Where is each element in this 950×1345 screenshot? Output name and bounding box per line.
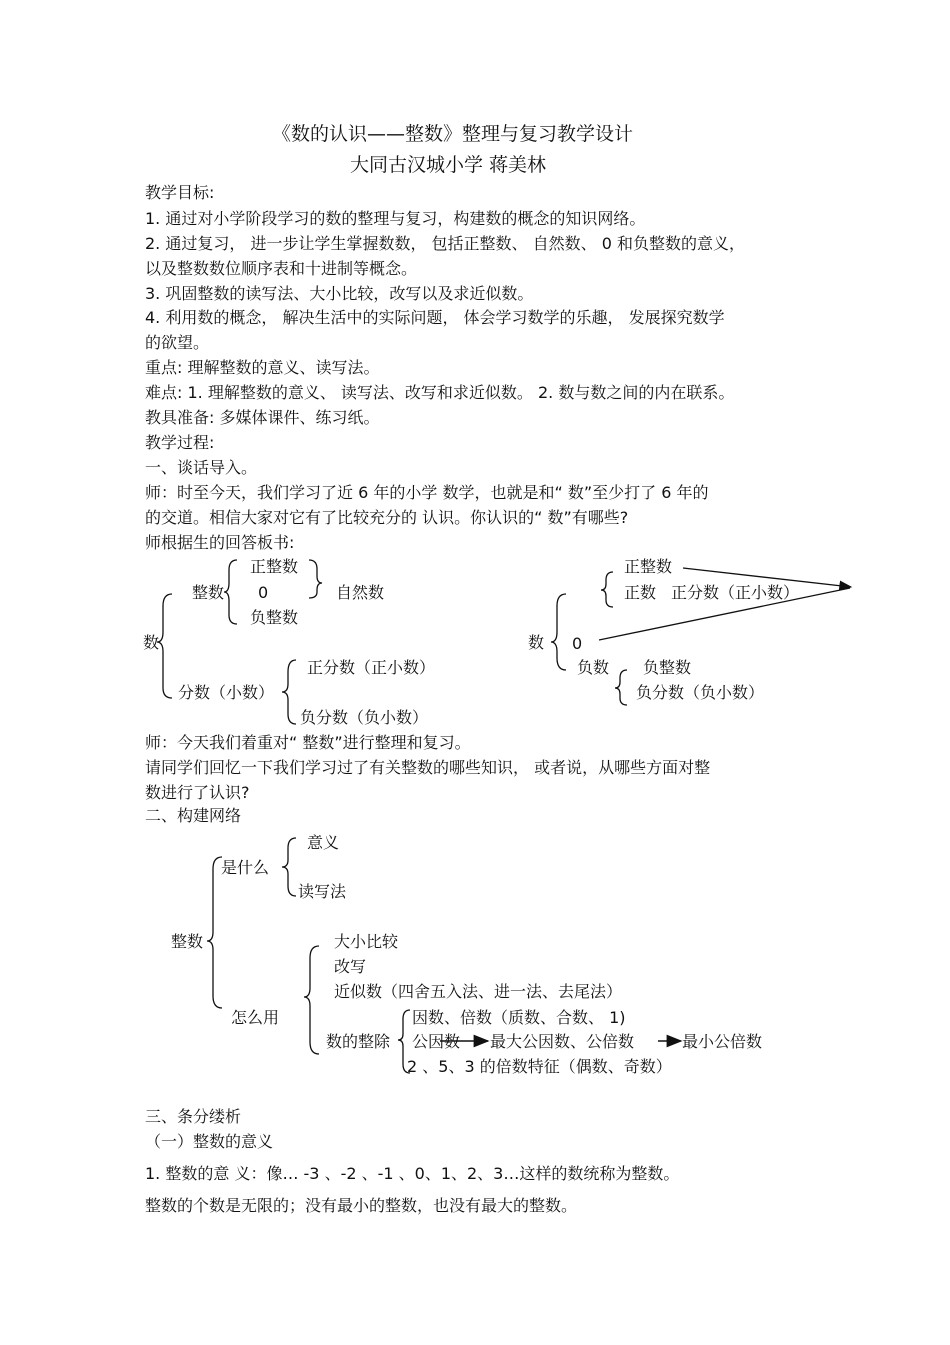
d1-brace-natural [309, 560, 322, 598]
section-heading: 三、条分缕析 [145, 1107, 242, 1126]
d3-meaning: 意义 [307, 833, 340, 852]
d2-negative: 负数 [577, 658, 610, 677]
objective-line: 2. 通过复习， 进一步让学生掌握数数， 包括正整数、 自然数、 0 和负整数的意义， [145, 234, 745, 253]
teacher-line: 的交道。相信大家对它有了比较充分的 认识。你认识的“ 数”有哪些? [145, 508, 629, 527]
d1-positive-frac: 正分数（正小数） [307, 658, 436, 677]
subsection-heading: （一）整数的意义 [145, 1132, 274, 1151]
teacher-line: 师：时至今天，我们学习了近 6 年的小学 数学，也就是和“ 数”至少打了 6 年的 [145, 483, 709, 502]
d1-zero: 0 [258, 583, 269, 602]
d3-min-common-multiple: 最小公倍数 [682, 1032, 763, 1051]
d3-rewrite: 改写 [334, 957, 367, 976]
d1-negative-frac: 负分数（负小数） [300, 708, 429, 727]
d3-approx: 近似数（四舍五入法、进一法、去尾法） [334, 982, 623, 1001]
d1-brace-fraction [282, 660, 296, 724]
d1-natural: 自然数 [336, 583, 385, 602]
d2-root: 数 [528, 633, 545, 652]
d1-root: 数 [143, 633, 160, 652]
d1-positive-int: 正整数 [250, 557, 299, 576]
question-line: 数进行了认识? [145, 783, 250, 802]
d3-common-factor: 公因数 [412, 1032, 461, 1051]
d3-max-common-factor: 最大公因数、公倍数 [490, 1032, 635, 1051]
process-heading: 教学过程: [145, 433, 215, 452]
d2-positive-int: 正整数 [624, 557, 673, 576]
d1-fraction: 分数（小数） [178, 683, 275, 702]
section-heading: 一、谈话导入。 [145, 458, 258, 477]
objective-line: 1. 通过对小学阶段学习的数的整理与复习，构建数的概念的知识网络。 [145, 209, 646, 228]
d1-brace-integer [224, 560, 237, 624]
d2-brace-negative [615, 670, 627, 705]
section-heading: 二、构建网络 [145, 806, 242, 825]
teaching-tools: 教具准备: 多媒体课件、练习纸。 [145, 408, 380, 427]
d3-brace-how [304, 946, 319, 1054]
d2-negative-int: 负整数 [643, 658, 692, 677]
d2-zero: 0 [572, 634, 583, 653]
document-title: 《数的认识——整数》整理与复习教学设计 [272, 123, 634, 145]
d3-read-write: 读写法 [298, 882, 347, 901]
d3-how: 怎么用 [231, 1008, 280, 1027]
d1-integer: 整数 [192, 583, 225, 602]
infinite-line: 整数的个数是无限的；没有最小的整数，也没有最大的整数。 [145, 1196, 578, 1215]
d3-features: 2 、5、3 的倍数特征（偶数、奇数） [407, 1057, 672, 1076]
d1-negative-int: 负整数 [250, 608, 299, 627]
objective-line: 4. 利用数的概念， 解决生活中的实际问题， 体会学习数学的乐趣， 发展探究数学 [145, 308, 725, 327]
meaning-line: 1. 整数的意 义：像… -3 、-2 、-1 、0、1、2、3…这样的数统称为整数。 [145, 1164, 680, 1183]
board-intro: 师根据生的回答板书: [145, 533, 295, 552]
key-point: 重点: 理解整数的意义、读写法。 [145, 358, 380, 377]
objective-line: 3. 巩固整数的读写法、大小比较，改写以及求近似数。 [145, 284, 534, 303]
d3-factors: 因数、倍数（质数、合数、 1) [412, 1008, 626, 1027]
objectives-heading: 教学目标: [145, 183, 215, 202]
d2-negative-frac: 负分数（负小数） [636, 683, 765, 702]
objective-line: 的欲望。 [145, 333, 210, 352]
d2-positive-frac: 正分数（正小数） [671, 583, 800, 602]
d3-compare: 大小比较 [334, 932, 399, 951]
d1-brace-root [157, 594, 172, 698]
d2-positive: 正数 [624, 583, 657, 602]
difficulty: 难点: 1. 理解整数的意义、 读写法、改写和求近似数。 2. 数与数之间的内在联系。 [145, 383, 735, 402]
d3-root: 整数 [171, 932, 204, 951]
d3-divisibility: 数的整除 [326, 1032, 391, 1051]
d3-brace-what [282, 838, 296, 896]
question-line: 请同学们回忆一下我们学习过了有关整数的哪些知识， 或者说，从哪些方面对整 [145, 758, 711, 777]
d3-what: 是什么 [221, 858, 270, 877]
author-line: 大同古汉城小学 蒋美林 [350, 154, 547, 176]
objective-line: 以及整数数位顺序表和十进制等概念。 [145, 259, 418, 278]
d3-brace-root [207, 857, 222, 1008]
d2-brace-root [551, 594, 566, 670]
d2-brace-positive [601, 572, 613, 607]
teacher-line: 师：今天我们着重对“ 整数”进行整理和复习。 [145, 733, 471, 752]
